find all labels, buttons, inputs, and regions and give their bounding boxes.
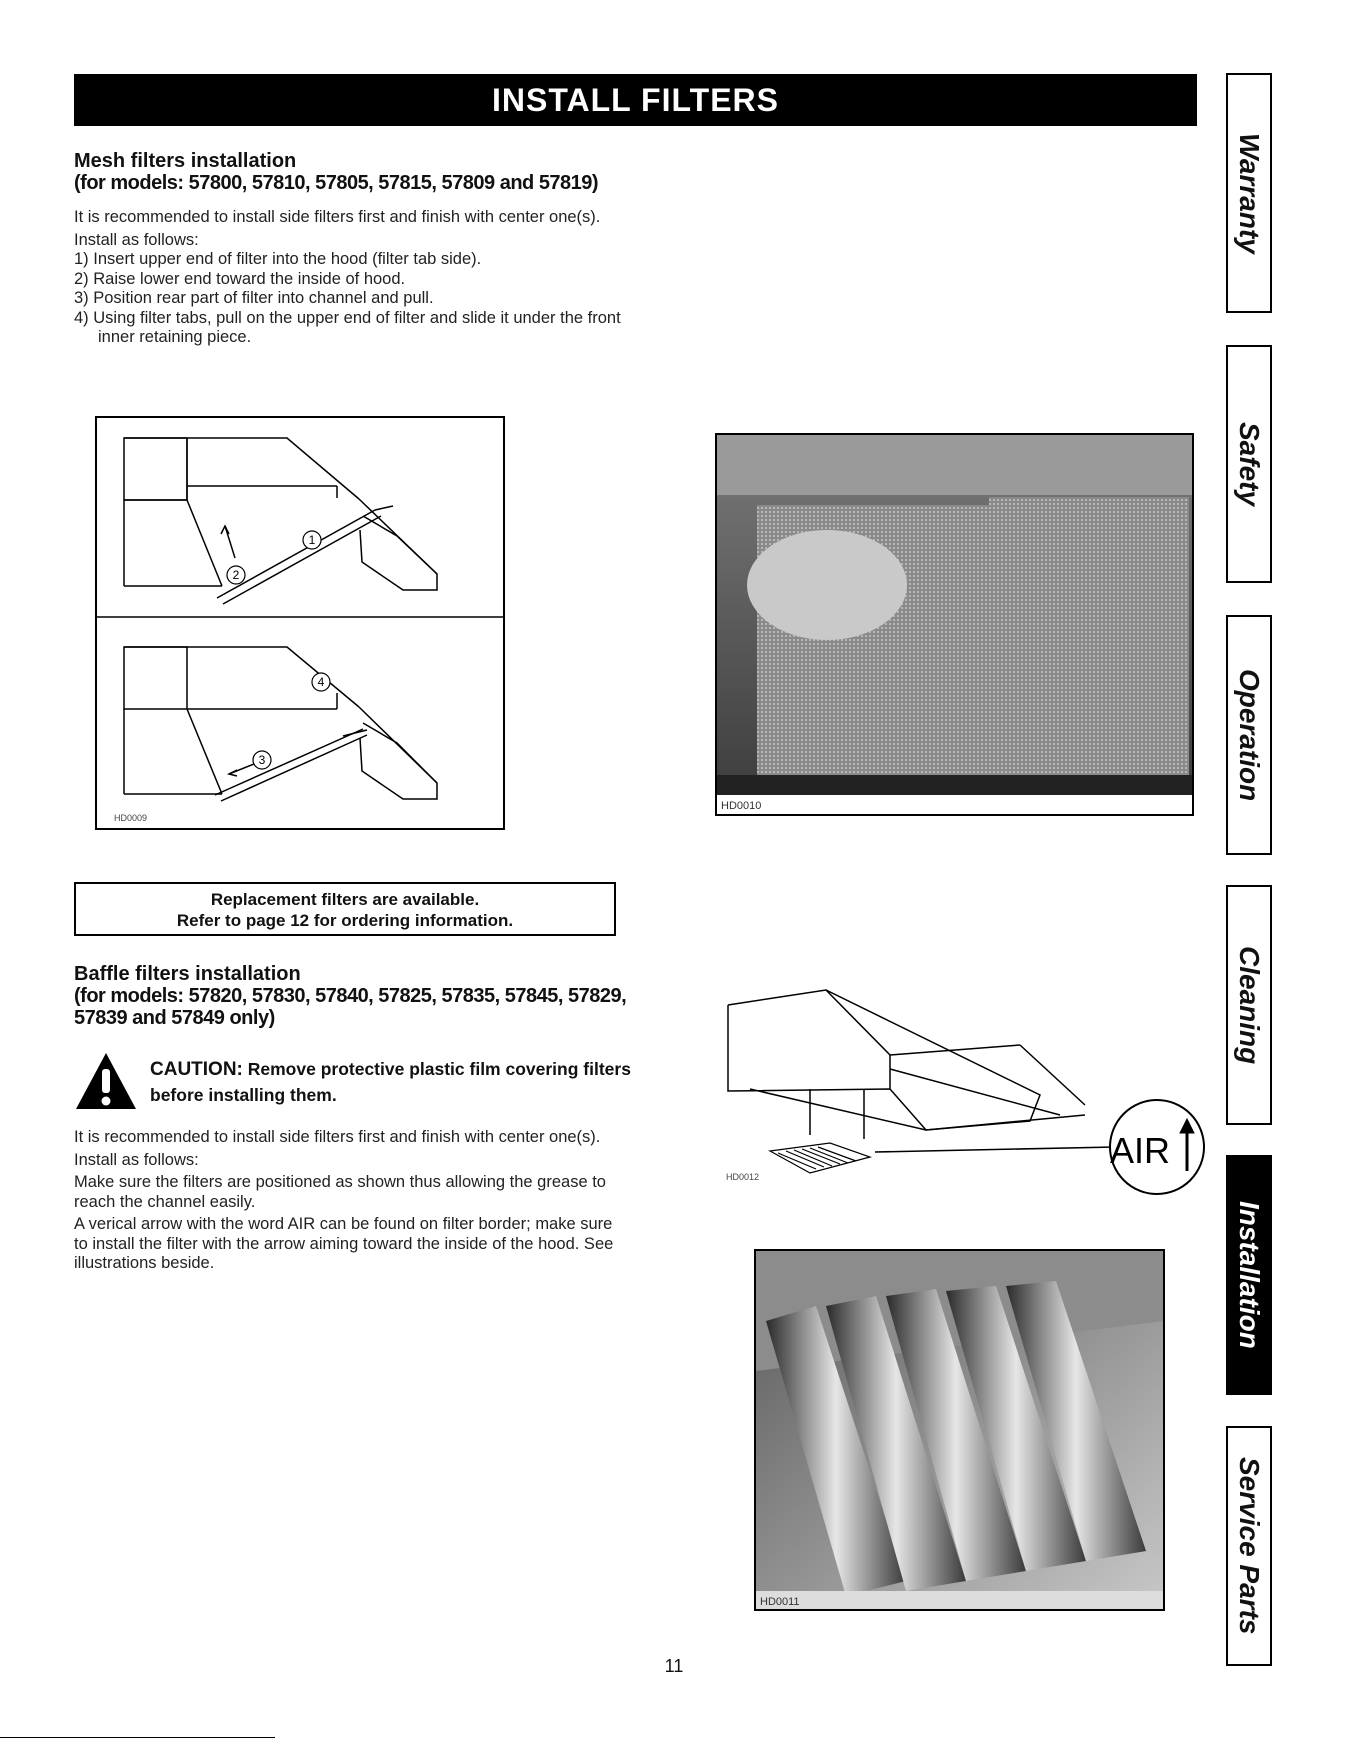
tab-operation[interactable] <box>1226 615 1272 855</box>
baffle-models: (for models: 57820, 57830, 57840, 57825, 57835, 57845, 57829, 57839 and 57849 only) <box>74 985 627 1029</box>
mesh-step: 4) Using filter tabs, pull on the upper end of filter and slide it under the front inner retaining piece. <box>74 308 621 346</box>
tab-cleaning[interactable] <box>1226 885 1272 1125</box>
mesh-filter-photo <box>715 433 1194 816</box>
baffle-diagram <box>720 985 1210 1205</box>
page-title: INSTALL FILTERS <box>492 81 779 118</box>
mesh-diagram <box>95 416 505 830</box>
tab-label: Service Parts <box>1234 1457 1265 1635</box>
step-number-2: 2 <box>232 568 240 582</box>
caution-icon <box>74 1051 138 1111</box>
mesh-section <box>74 150 634 348</box>
baffle-para-2: A verical arrow with the word AIR can be found on filter border; make sure to install the filter with the arrow aiming toward the inside of the hood. See illustrations beside. <box>74 1215 614 1272</box>
baffle-diagram-label: HD0012 <box>726 1172 760 1182</box>
baffle-para-1: Make sure the filters are positioned as shown thus allowing the grease to reach the channel easily. <box>74 1173 606 1211</box>
page-number: 11 <box>664 1656 684 1676</box>
mesh-install-as: Install as follows: <box>74 230 199 249</box>
baffle-heading: Baffle filters installation <box>74 963 301 985</box>
baffle-filter-photo <box>754 1249 1165 1611</box>
tab-label: Operation <box>1234 668 1265 802</box>
air-label: AIR <box>1109 1130 1171 1171</box>
step-number-1: 1 <box>308 533 316 547</box>
mesh-intro: It is recommended to install side filters first and finish with center one(s). <box>74 208 601 226</box>
baffle-photo-svg <box>756 1251 1163 1609</box>
mesh-heading: Mesh filters installation <box>74 150 297 172</box>
bottom-rule <box>0 1737 275 1738</box>
tab-service-parts[interactable] <box>1226 1426 1272 1666</box>
notice-line-2: Refer to page 12 for ordering information. <box>176 911 514 930</box>
replacement-filters-notice <box>74 882 616 936</box>
mesh-steps <box>74 250 634 348</box>
baffle-diagram-svg <box>720 985 1210 1205</box>
mesh-step: 1) Insert upper end of filter into the hood (filter tab side). <box>74 250 482 268</box>
mesh-step: 2) Raise lower end toward the inside of hood. <box>74 269 406 288</box>
tab-label: Installation <box>1234 1201 1265 1349</box>
step-number-4: 4 <box>317 675 325 689</box>
baffle-install-as: Install as follows: <box>74 1150 199 1169</box>
caution-text: Remove protective plastic film covering filters before installing them. <box>150 1059 631 1105</box>
mesh-diagram-label: HD0009 <box>114 813 148 823</box>
baffle-photo-label: HD0011 <box>760 1596 800 1608</box>
mesh-models: (for models: 57800, 57810, 57805, 57815, 57809 and 57819) <box>74 172 599 194</box>
mesh-diagram-svg <box>97 418 503 828</box>
caution-title: CAUTION: <box>150 1059 243 1080</box>
baffle-section <box>74 963 644 1029</box>
baffle-intro: It is recommended to install side filters first and finish with center one(s). <box>74 1128 601 1146</box>
tab-label: Cleaning <box>1234 945 1265 1065</box>
step-number-3: 3 <box>258 753 266 767</box>
tab-label: Warranty <box>1234 132 1265 254</box>
caution-block <box>74 1051 644 1115</box>
mesh-instructions <box>74 208 634 348</box>
baffle-instructions <box>74 1128 622 1277</box>
tab-safety[interactable] <box>1226 345 1272 583</box>
tab-label: Safety <box>1234 421 1265 507</box>
page-banner <box>74 74 1197 126</box>
notice-line-1: Replacement filters are available. <box>210 890 480 909</box>
tab-warranty[interactable] <box>1226 73 1272 313</box>
mesh-step: 3) Position rear part of filter into channel and pull. <box>74 289 434 307</box>
mesh-photo-label: HD0010 <box>721 800 762 812</box>
mesh-photo-svg <box>717 435 1192 814</box>
tab-installation[interactable] <box>1226 1155 1272 1395</box>
